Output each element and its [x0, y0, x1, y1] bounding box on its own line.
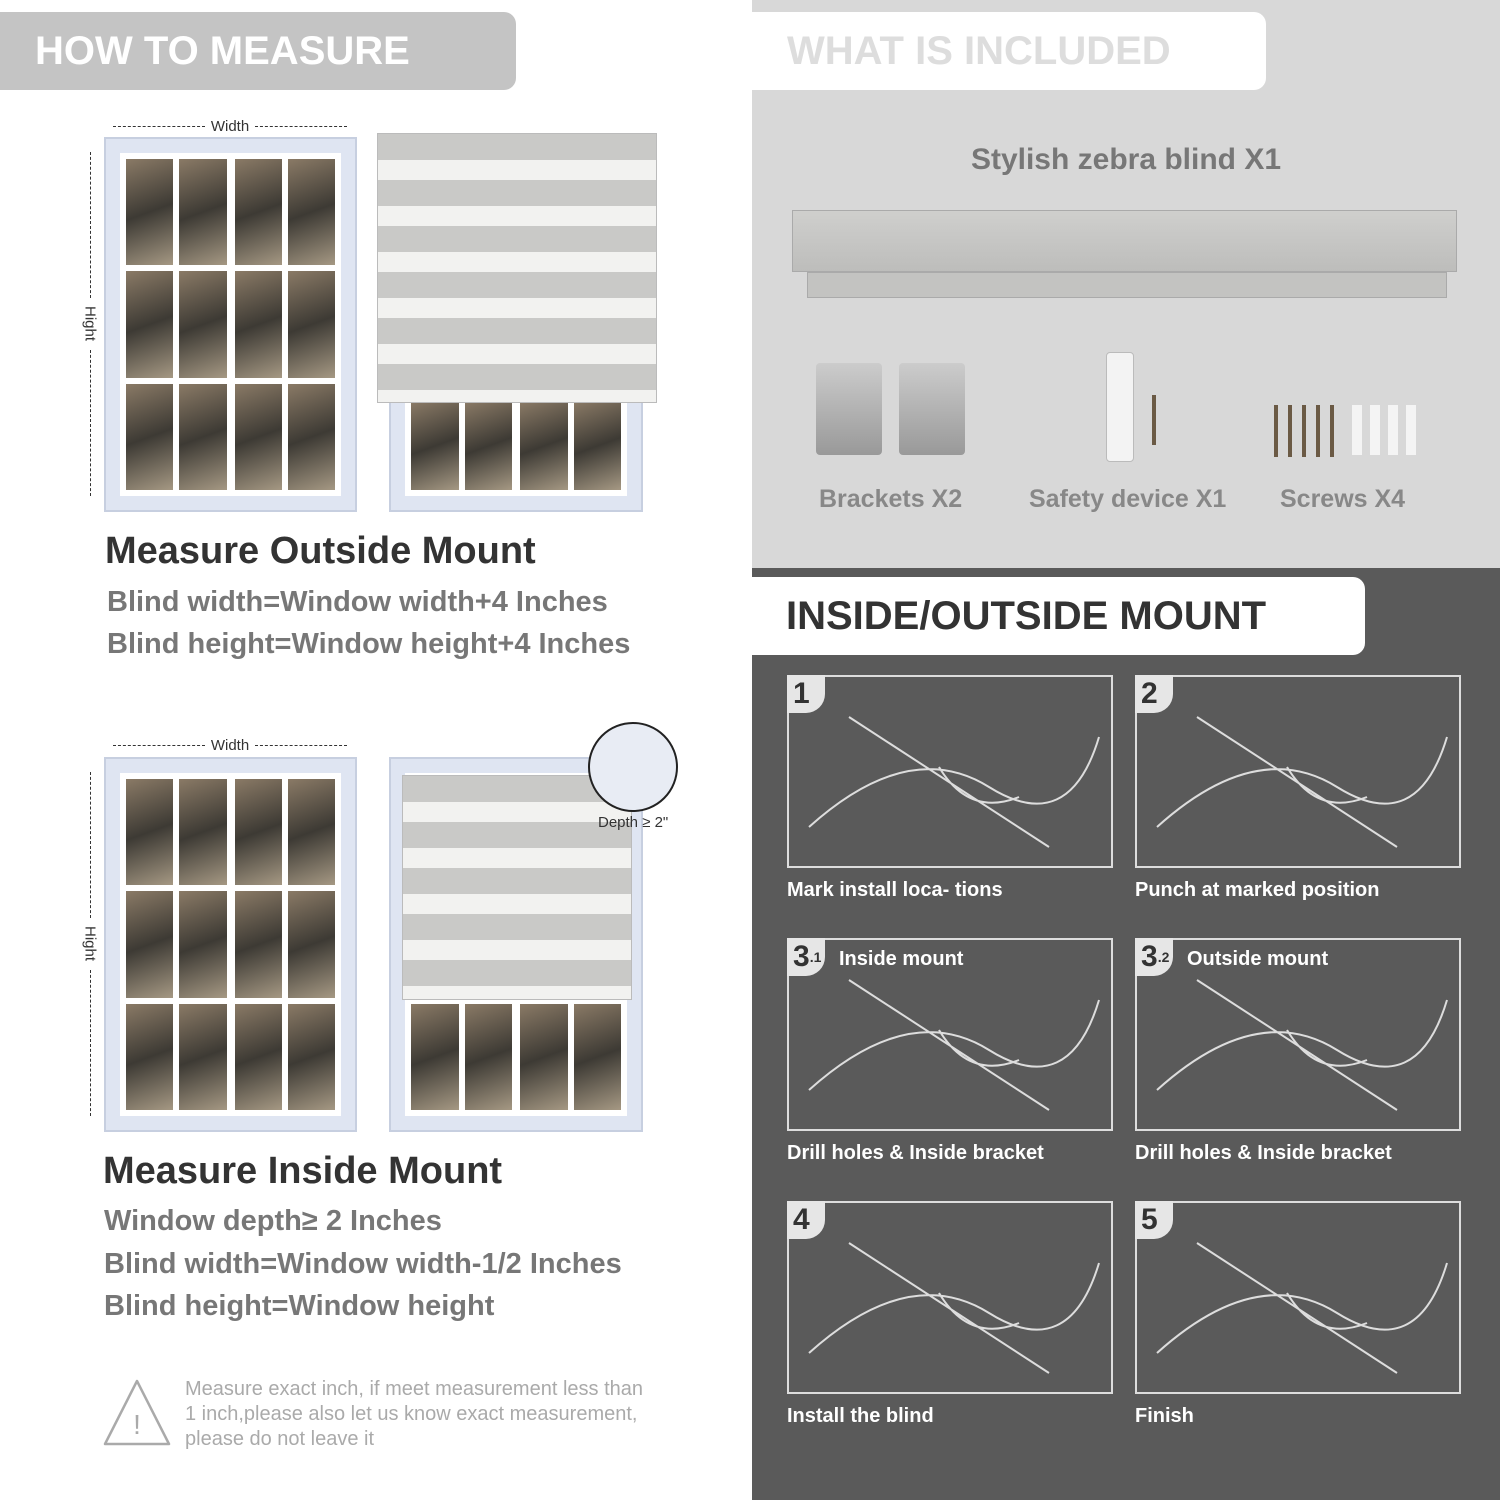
step-number-badge: 3 .2 [1135, 938, 1173, 976]
svg-text:!: ! [133, 1409, 141, 1440]
step-6-illustration [1135, 1201, 1461, 1394]
zebra-blind-illustration [377, 133, 657, 403]
width-dimension: Width [113, 118, 347, 135]
bracket-image [816, 363, 882, 455]
step-drawing [1137, 677, 1459, 866]
included-panel [752, 0, 1500, 568]
bottom-rail-image [807, 272, 1447, 298]
step-number-badge: 1 [787, 675, 825, 713]
step-title: Outside mount [1187, 948, 1329, 970]
step-number-badge: 4 [787, 1201, 825, 1239]
step-5-illustration [787, 1201, 1113, 1394]
step-number-badge: 2 [1135, 675, 1173, 713]
outside-mount-title: Measure Outside Mount [105, 530, 536, 572]
height-dimension: Hight [80, 772, 100, 1116]
depth-detail-circle [588, 722, 678, 812]
step-number-badge: 5 [1135, 1201, 1173, 1239]
width-dimension: Width [113, 737, 347, 754]
step-number-badge: 3 .1 [787, 938, 825, 976]
step-title: Inside mount [839, 948, 964, 970]
step-label: Punch at marked position [1135, 879, 1380, 901]
step-drawing [789, 677, 1111, 866]
step-label: Drill holes & Inside bracket [787, 1142, 1044, 1164]
headrail-image [792, 210, 1457, 272]
outside-line-1: Blind width=Window width+4 Inches [107, 586, 608, 618]
screw-image [1152, 395, 1156, 445]
step-label: Drill holes & Inside bracket [1135, 1142, 1392, 1164]
bracket-image [899, 363, 965, 455]
step-3-illustration [787, 938, 1113, 1131]
step-drawing [789, 1203, 1111, 1392]
safety-device-label: Safety device X1 [1029, 485, 1227, 513]
depth-label: Depth ≥ 2" [598, 814, 669, 831]
step-2-illustration [1135, 675, 1461, 868]
step-4-illustration [1135, 938, 1461, 1131]
inside-mount-title: Measure Inside Mount [103, 1150, 503, 1192]
anchors-image [1352, 405, 1422, 455]
zebra-blind-illustration [402, 775, 632, 1000]
brackets-label: Brackets X2 [819, 485, 963, 513]
warning-icon [103, 1378, 171, 1448]
inside-line-3: Blind height=Window height [104, 1290, 495, 1322]
how-to-measure-header: HOW TO MEASURE [0, 12, 516, 90]
step-drawing [1137, 1203, 1459, 1392]
height-dimension: Hight [80, 152, 100, 496]
inside-line-2: Blind width=Window width-1/2 Inches [104, 1248, 622, 1280]
window-illustration [104, 757, 357, 1132]
outside-line-2: Blind height=Window height+4 Inches [107, 628, 631, 660]
main-item-label: Stylish zebra blind X1 [970, 143, 1282, 176]
step-1-illustration [787, 675, 1113, 868]
safety-device-image [1106, 352, 1134, 462]
step-label: Finish [1135, 1405, 1194, 1427]
step-label: Mark install loca- tions [787, 879, 1003, 901]
included-header: WHAT IS INCLUDED [752, 12, 1266, 90]
mount-header: INSIDE/OUTSIDE MOUNT [752, 577, 1365, 655]
screws-label: Screws X4 [1280, 485, 1406, 513]
step-label: Install the blind [787, 1405, 934, 1427]
screws-image [1274, 405, 1338, 457]
window-illustration [104, 137, 357, 512]
inside-line-1: Window depth≥ 2 Inches [104, 1205, 442, 1237]
warning-text: Measure exact inch, if meet measurement less than 1 inch,please also let us know exact measurement, please do not leave it [185, 1378, 643, 1450]
